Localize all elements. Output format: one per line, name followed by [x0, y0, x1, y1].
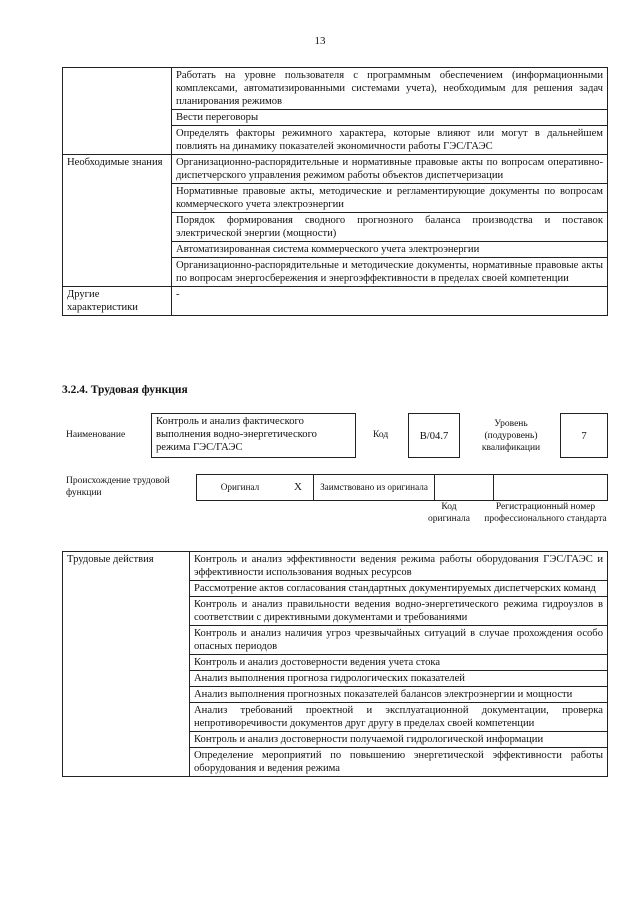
- table-cell: Контроль и анализ достоверности получаемой гидрологической информации: [190, 732, 608, 748]
- function-code-value: B/04.7: [408, 413, 460, 458]
- table-cell: Анализ требований проектной и эксплуатационной документации, проверка непротиворечивости документов друг другу в пределах своей компетенции: [190, 703, 608, 732]
- section-title: 3.2.4. Трудовая функция: [62, 384, 188, 396]
- table-cell: Порядок формирования сводного прогнозного баланса производства и поставок электрической энергии (мощности): [172, 213, 608, 242]
- table-cell: -: [172, 287, 608, 316]
- row-label-actions: Трудовые действия: [63, 552, 190, 777]
- reg-caption: Регистрационный номер профессионального стандарта: [484, 502, 607, 524]
- table-cell: Вести переговоры: [172, 110, 608, 126]
- origin-label: Происхождение трудовой функции: [66, 476, 170, 498]
- table-row: [197, 475, 608, 501]
- table-cell: Анализ выполнения прогнозных показателей балансов электроэнергии и мощности: [190, 687, 608, 703]
- table-cell: Контроль и анализ правильности ведения водно-энергетического режима гидроузлов в соответствии с директивными документами и требованиями: [190, 597, 608, 626]
- row-label-other: Другие характеристики: [63, 287, 172, 316]
- code-label: Код: [373, 430, 389, 440]
- table-row: [63, 68, 608, 110]
- table-row: [63, 552, 608, 581]
- function-name-value: Контроль и анализ фактического выполнения водно-энергетического режима ГЭС/ГАЭС: [151, 413, 356, 458]
- original-label: Оригинал: [197, 475, 284, 501]
- table-row: [63, 155, 608, 184]
- row-label: [63, 68, 172, 155]
- table-cell: Работать на уровне пользователя с программным обеспечением (информационными комплексами, автоматизированными системами учета), необходимым для решения задач планирования режимов: [172, 68, 608, 110]
- table-cell: Анализ выполнения прогноза гидрологических показателей: [190, 671, 608, 687]
- table-cell: Контроль и анализ достоверности ведения учета стока: [190, 655, 608, 671]
- table-cell: Нормативные правовые акты, методические и регламентирующие документы по вопросам коммерческого учета электроэнергии: [172, 184, 608, 213]
- skills-knowledge-table: [62, 67, 608, 316]
- page-number: 13: [314, 35, 326, 47]
- table-row: [63, 287, 608, 316]
- code-caption: Код оригинала: [428, 502, 470, 524]
- table-cell: Организационно-распорядительные и методические документы, нормативные правовые акты по вопросам энергосбережения и энергоэффективности в пределах своей компетенции: [172, 258, 608, 287]
- row-label-knowledge: Необходимые знания: [63, 155, 172, 287]
- table-cell: Автоматизированная система коммерческого учета электроэнергии: [172, 242, 608, 258]
- table-cell: Организационно-распорядительные и нормативные правовые акты по вопросам оперативно-диспетчерского управления режимом работы объектов диспетчеризации: [172, 155, 608, 184]
- labor-actions-table: [62, 551, 608, 777]
- origin-table: [196, 474, 608, 501]
- table-cell: Контроль и анализ наличия угроз чрезвычайных ситуаций в случае прохождения особо опасных периодов: [190, 626, 608, 655]
- level-label: Уровень (подуровень) квалификации: [481, 419, 541, 453]
- table-cell: Определение мероприятий по повышению энергетической эффективности работы оборудования и ведения режима: [190, 748, 608, 777]
- reg-number-cell: [494, 475, 608, 501]
- table-cell: Контроль и анализ эффективности ведения режима работы оборудования ГЭС/ГАЭС и эффективности использования водных ресурсов: [190, 552, 608, 581]
- original-mark: X: [283, 475, 314, 501]
- table-cell: Определять факторы режимного характера, которые влияют или могут в дальнейшем повлиять на динамику показателей экономичности работы ГЭС/ГАЭС: [172, 126, 608, 155]
- name-label: Наименование: [66, 430, 126, 440]
- table-cell: Рассмотрение актов согласования стандартных документируемых диспетчерских команд: [190, 581, 608, 597]
- borrowed-label: Заимствовано из оригинала: [314, 475, 435, 501]
- level-value: 7: [560, 413, 608, 458]
- code-cell: [435, 475, 494, 501]
